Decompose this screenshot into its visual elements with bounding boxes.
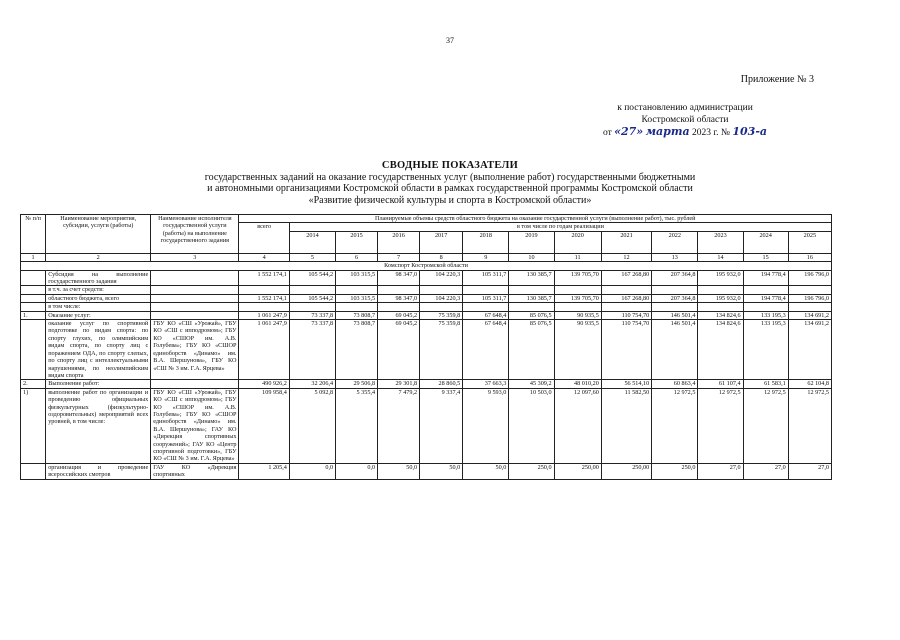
row-value: 73 337,8 — [289, 311, 335, 319]
table-row — [21, 380, 832, 388]
row-number: 1) — [21, 388, 46, 463]
row-value — [743, 286, 788, 294]
title-line-1: СВОДНЫЕ ПОКАЗАТЕЛИ — [381, 160, 519, 171]
header-year: 2024 — [743, 231, 788, 253]
row-number — [21, 294, 46, 302]
row-value — [652, 303, 698, 311]
row-value: 73 337,8 — [289, 320, 335, 380]
row-value: 73 808,7 — [336, 320, 378, 380]
row-number: 1. — [21, 311, 46, 319]
section-header: Комспорт Костромской области — [21, 262, 832, 270]
header-year: 2017 — [420, 231, 463, 253]
row-value: 73 808,7 — [336, 311, 378, 319]
row-value: 67 648,4 — [463, 311, 509, 319]
column-number: 1 — [21, 253, 46, 261]
row-value: 28 860,5 — [420, 380, 463, 388]
row-value: 98 347,0 — [378, 270, 420, 286]
decree-year: 2023 г. № — [691, 128, 730, 138]
table-row — [21, 320, 832, 380]
row-value: 7 479,2 — [378, 388, 420, 463]
row-value: 1 552 174,1 — [239, 270, 289, 286]
row-value: 146 501,4 — [652, 320, 698, 380]
row-value — [336, 303, 378, 311]
header-year: 2014 — [289, 231, 335, 253]
row-value — [420, 286, 463, 294]
header-executor: Наименование исполнителя государственной услуги (работы) на выполнение государственного задания — [151, 215, 239, 254]
row-executor: ГБУ КО «СШ «Урожай», ГБУ КО «СШ с ипподромом»; ГБУ КО «СШОР им. А.В. Голубева»; ГБУ КО «СШОР единоборств «Динамо» им. В.А. Шершунова», ГБУ КО «СШ № 3 им. Г.А. Ярцева» — [151, 320, 239, 380]
row-value: 27,0 — [743, 463, 788, 479]
column-number: 5 — [289, 253, 335, 261]
appendix-label: Приложение № 3 — [740, 74, 814, 85]
row-value: 134 691,2 — [788, 311, 831, 319]
row-value: 10 503,0 — [509, 388, 554, 463]
header-year: 2016 — [378, 231, 420, 253]
row-value — [743, 303, 788, 311]
row-value: 50,0 — [463, 463, 509, 479]
row-value: 134 691,2 — [788, 320, 831, 380]
row-number — [21, 303, 46, 311]
column-number: 13 — [652, 253, 698, 261]
row-value: 12 972,5 — [652, 388, 698, 463]
row-name: выполнение работ по организации и проведению официальных физкультурных (физкультурно-оздоровительных) мероприятий всех уровней, в том числе: — [46, 388, 151, 463]
table-row — [21, 294, 832, 302]
row-value — [652, 286, 698, 294]
row-number: 2. — [21, 380, 46, 388]
row-value: 48 010,20 — [554, 380, 601, 388]
row-value: 104 220,3 — [420, 270, 463, 286]
row-value: 85 076,5 — [509, 320, 554, 380]
row-value: 9 593,0 — [463, 388, 509, 463]
table-row — [21, 463, 832, 479]
row-value: 110 754,70 — [601, 320, 651, 380]
row-value — [239, 286, 289, 294]
table-body — [21, 262, 832, 479]
header-measure-name: Наименование мероприятия, субсидии, услуги (работы) — [46, 215, 151, 254]
page-number: 37 — [446, 36, 454, 45]
column-number: 12 — [601, 253, 651, 261]
row-value — [554, 286, 601, 294]
row-value: 250,0 — [652, 463, 698, 479]
row-value — [289, 303, 335, 311]
row-value: 50,0 — [378, 463, 420, 479]
row-name: в том числе: — [46, 303, 151, 311]
row-name: организация и проведение всероссийских смотров — [46, 463, 151, 479]
row-value: 490 926,2 — [239, 380, 289, 388]
row-executor — [151, 294, 239, 302]
row-value: 0,0 — [336, 463, 378, 479]
decree-month-handwritten: марта — [645, 125, 690, 138]
row-value — [601, 286, 651, 294]
row-value: 139 705,70 — [554, 270, 601, 286]
row-value: 27,0 — [698, 463, 743, 479]
row-value: 5 092,8 — [289, 388, 335, 463]
row-value: 61 107,4 — [698, 380, 743, 388]
header-year: 2020 — [554, 231, 601, 253]
summary-table — [20, 214, 832, 480]
header-year: 2021 — [601, 231, 651, 253]
row-number — [21, 270, 46, 286]
row-value: 29 301,8 — [378, 380, 420, 388]
row-value: 194 778,4 — [743, 294, 788, 302]
column-number: 2 — [46, 253, 151, 261]
row-value: 12 972,5 — [698, 388, 743, 463]
row-value: 133 195,3 — [743, 311, 788, 319]
row-value: 67 648,4 — [463, 320, 509, 380]
header-total: всего — [239, 223, 289, 253]
row-value — [336, 286, 378, 294]
document-title — [0, 160, 900, 206]
table-row — [21, 286, 832, 294]
title-line-3: и автономными организациями Костромской области в рамках государственной программы Костромской области — [207, 183, 693, 194]
row-value — [378, 303, 420, 311]
row-number — [21, 320, 46, 380]
column-number: 6 — [336, 253, 378, 261]
row-value: 196 796,0 — [788, 270, 831, 286]
row-executor — [151, 286, 239, 294]
row-value: 139 705,70 — [554, 294, 601, 302]
row-value: 146 501,4 — [652, 311, 698, 319]
row-value — [698, 303, 743, 311]
row-value: 29 506,8 — [336, 380, 378, 388]
row-value: 1 552 174,1 — [239, 294, 289, 302]
row-value: 1 205,4 — [239, 463, 289, 479]
row-value: 134 824,6 — [698, 311, 743, 319]
decree-day-handwritten: «27» — [614, 125, 644, 138]
row-number — [21, 463, 46, 479]
row-value: 1 061 247,9 — [239, 311, 289, 319]
column-number: 14 — [698, 253, 743, 261]
row-value: 50,0 — [420, 463, 463, 479]
row-executor: ГАУ КО «Дирекция спортивных — [151, 463, 239, 479]
header-year: 2015 — [336, 231, 378, 253]
row-value: 134 824,6 — [698, 320, 743, 380]
row-value — [788, 303, 831, 311]
decree-block — [580, 102, 790, 139]
row-value: 12 972,5 — [743, 388, 788, 463]
row-value — [554, 303, 601, 311]
row-value: 167 268,80 — [601, 270, 651, 286]
row-value: 207 364,8 — [652, 270, 698, 286]
header-planned-volumes: Планируемые объемы средств областного бюджета на оказание государственной услуги (выполнение работ), тыс. рублей — [239, 215, 832, 223]
column-number: 9 — [463, 253, 509, 261]
row-value: 61 583,1 — [743, 380, 788, 388]
column-number: 4 — [239, 253, 289, 261]
row-value: 75 359,8 — [420, 320, 463, 380]
row-value: 196 796,0 — [788, 294, 831, 302]
row-value: 98 347,0 — [378, 294, 420, 302]
row-value: 69 045,2 — [378, 311, 420, 319]
row-value: 90 935,5 — [554, 320, 601, 380]
row-value: 32 206,4 — [289, 380, 335, 388]
row-value: 5 355,4 — [336, 388, 378, 463]
row-executor — [151, 270, 239, 286]
row-value: 37 663,3 — [463, 380, 509, 388]
row-value: 133 195,3 — [743, 320, 788, 380]
row-value: 11 582,50 — [601, 388, 651, 463]
decree-line-2: Костромской области — [641, 115, 729, 125]
row-executor — [151, 303, 239, 311]
row-name: областного бюджета, всего — [46, 294, 151, 302]
row-value: 69 045,2 — [378, 320, 420, 380]
row-name: Выполнение работ: — [46, 380, 151, 388]
row-value: 104 220,3 — [420, 294, 463, 302]
row-value: 194 778,4 — [743, 270, 788, 286]
header-year: 2018 — [463, 231, 509, 253]
row-value: 85 076,5 — [509, 311, 554, 319]
header-year: 2022 — [652, 231, 698, 253]
row-value: 60 863,4 — [652, 380, 698, 388]
table-row — [21, 311, 832, 319]
row-value: 9 337,4 — [420, 388, 463, 463]
row-value — [463, 303, 509, 311]
row-value: 109 958,4 — [239, 388, 289, 463]
row-value: 0,0 — [289, 463, 335, 479]
decree-number-handwritten: 103-а — [732, 125, 768, 138]
row-value: 195 932,0 — [698, 294, 743, 302]
column-number: 16 — [788, 253, 831, 261]
row-value — [239, 303, 289, 311]
column-number: 3 — [151, 253, 239, 261]
row-value: 105 311,7 — [463, 270, 509, 286]
row-value — [289, 286, 335, 294]
row-value: 130 385,7 — [509, 294, 554, 302]
column-number: 7 — [378, 253, 420, 261]
row-value — [509, 286, 554, 294]
column-number: 15 — [743, 253, 788, 261]
row-value: 27,0 — [788, 463, 831, 479]
row-name: оказание услуг по спортивной подготовке по видам спорта: по спорту глухих, по олимпийским видам спорта, по спорту лиц с поражением ОДА, по спорту слепых, по спорту лиц с интеллектуальными нарушениями, по неолимпийским видам спорта — [46, 320, 151, 380]
row-value — [509, 303, 554, 311]
row-value: 105 544,2 — [289, 270, 335, 286]
row-name: Оказание услуг: — [46, 311, 151, 319]
row-value: 1 061 247,9 — [239, 320, 289, 380]
row-value: 130 385,7 — [509, 270, 554, 286]
row-executor: ГБУ КО «СШ «Урожай», ГБУ КО «СШ с ипподромом»; ГБУ КО «СШОР им. А.В. Голубева»; ГБУ КО «СШОР единоборств «Динамо» им. В.А. Шершунова»; ГАУ КО «Дирекция спортивных сооружений»; ГАУ КО «Центр спортивной подготовки», ГБУ КО «СШ № 3 им. Г.А. Ярцева» — [151, 388, 239, 463]
row-value: 12 097,60 — [554, 388, 601, 463]
row-value — [420, 303, 463, 311]
title-line-2: государственных заданий на оказание государственных услуг (выполнение работ) государственными бюджетными — [204, 171, 696, 183]
title-line-4: «Развитие физической культуры и спорта в Костромской области» — [308, 194, 592, 206]
row-value: 110 754,70 — [601, 311, 651, 319]
row-value — [463, 286, 509, 294]
row-value: 250,0 — [509, 463, 554, 479]
header-by-year: в том числе по годам реализации — [289, 223, 831, 231]
row-value: 103 315,5 — [336, 270, 378, 286]
header-year: 2025 — [788, 231, 831, 253]
row-value — [378, 286, 420, 294]
decree-from: от — [602, 128, 612, 138]
row-value — [698, 286, 743, 294]
table-row — [21, 388, 832, 463]
row-value: 103 315,5 — [336, 294, 378, 302]
table-row — [21, 303, 832, 311]
decree-date-line — [580, 126, 790, 139]
header-year: 2023 — [698, 231, 743, 253]
row-value: 12 972,5 — [788, 388, 831, 463]
row-value: 90 935,5 — [554, 311, 601, 319]
row-value — [601, 303, 651, 311]
column-number: 10 — [509, 253, 554, 261]
row-value: 75 359,8 — [420, 311, 463, 319]
header-year: 2019 — [509, 231, 554, 253]
column-number: 11 — [554, 253, 601, 261]
row-executor — [151, 380, 239, 388]
row-value: 167 268,80 — [601, 294, 651, 302]
row-executor — [151, 311, 239, 319]
row-value: 105 544,2 — [289, 294, 335, 302]
row-name: Субсидия на выполнение государственного задания — [46, 270, 151, 286]
decree-line-1: к постановлению администрации — [617, 103, 753, 113]
row-value: 62 104,8 — [788, 380, 831, 388]
header-number: № п/п — [21, 215, 46, 254]
row-value: 56 514,10 — [601, 380, 651, 388]
column-number-row — [21, 253, 832, 261]
row-value: 250,00 — [601, 463, 651, 479]
row-number — [21, 286, 46, 294]
row-value: 207 364,8 — [652, 294, 698, 302]
column-number: 8 — [420, 253, 463, 261]
row-value: 195 932,0 — [698, 270, 743, 286]
row-name: в т.ч. за счет средств: — [46, 286, 151, 294]
row-value: 250,00 — [554, 463, 601, 479]
row-value: 45 309,2 — [509, 380, 554, 388]
row-value — [788, 286, 831, 294]
row-value: 105 311,7 — [463, 294, 509, 302]
table-row — [21, 270, 832, 286]
